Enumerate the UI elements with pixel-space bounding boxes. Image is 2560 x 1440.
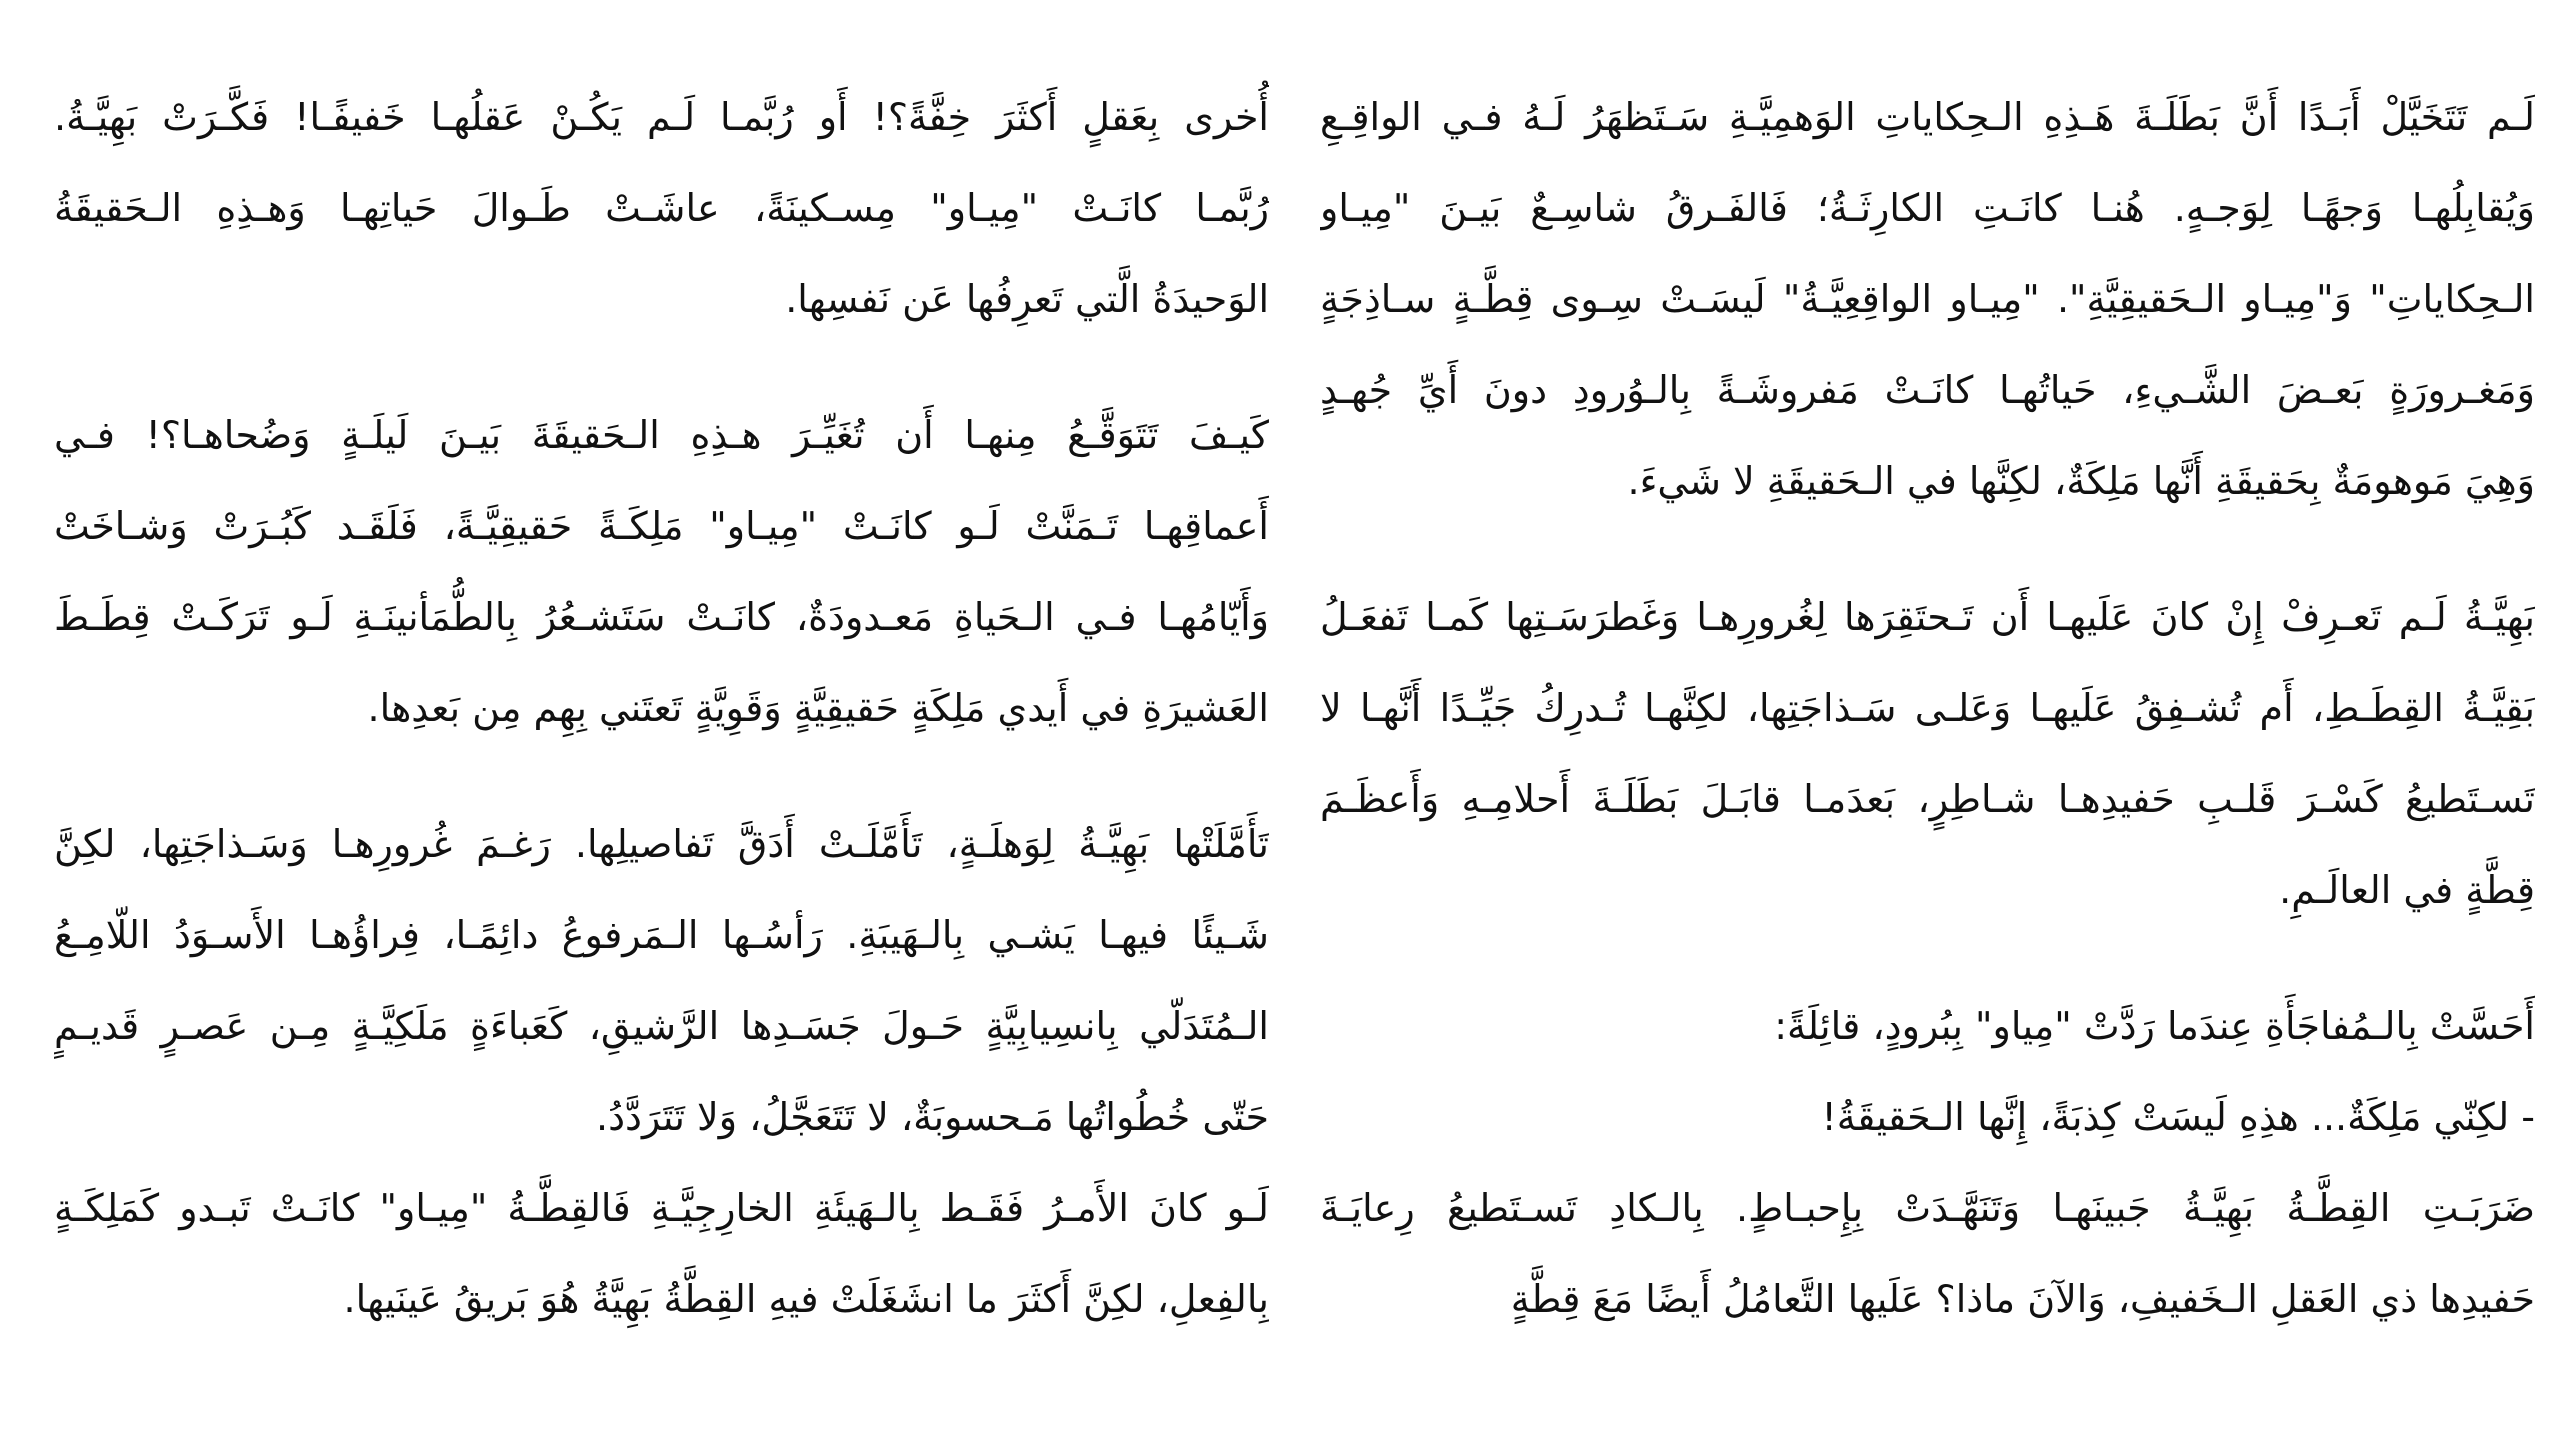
text-line: أَحَسَّتْ بِالـمُفاجَأَةِ عِندَما رَدَّتْ "مِياو" بِبُرودٍ، قائِلَةً: — [1774, 1004, 2535, 1048]
text-line: تَأَمَّلَتْها بَهِيَّـةُ لِوَهلَـةٍ، تَأَمَّلَـتْ أَدَقَّ تَفاصيلِها. رَغـمَ غُرورِهـا وَسَـذاجَتِها، لكِنَّ — [54, 822, 1269, 866]
paragraph-4 — [54, 1163, 1269, 1345]
text-line: بَقِيَّـةُ القِطَـطِ، أَم تُشـفِقُ عَلَيهـا وَعَلـى سَـذاجَتِها، لكِنَّهـا تُـدرِكُ جَيِّـدًا أَنَّهـا لا — [1320, 686, 2535, 730]
text-line: حَفيدِها ذي العَقلِ الـخَفيفِ، وَالآنَ ماذا؟ عَلَيها التَّعامُلُ أَيضًا مَعَ قِطَّةٍ — [1510, 1277, 2535, 1321]
paragraph-4 — [1320, 1163, 2535, 1345]
text-line: وَمَغـرورَةٍ بَعـضَ الشَّـيءِ، حَياتُهـا كانَـتْ مَفروشَـةً بِالـوُرودِ دونَ أَيِّ جُهـدٍ — [1320, 368, 2535, 412]
text-line: كَيـفَ تَتَوَقَّـعُ مِنهـا أَن تُغَيِّـرَ هـذِهِ الـحَقيقَةَ بَيـنَ لَيلَـةٍ وَضُحاهـا؟! فـي — [54, 413, 1269, 457]
text-line: الوَحيدَةُ الَّتي تَعرِفُها عَن نَفسِها. — [785, 277, 1269, 321]
text-line: الـحِكاياتِ" وَ"مِيـاو الـحَقيقِيَّةِ". "مِيـاو الواقِعِيَّـةُ" لَيسَـتْ سِـوى قِطَّـةٍ سـاذِجَةٍ — [1320, 277, 2535, 321]
paragraph-2 — [54, 390, 1269, 754]
paragraph-gap — [1320, 936, 2535, 981]
text-line: وَهِيَ مَوهومَةٌ بِحَقيقَةِ أَنَّها مَلِكَةٌ، لكِنَّها في الـحَقيقَةِ لا شَيءَ. — [1627, 459, 2535, 503]
paragraph-1 — [54, 72, 1269, 345]
text-line: لَـم تَتَخَيَّلْ أَبَـدًا أَنَّ بَطَلَـةَ هَـذِهِ الـحِكاياتِ الوَهمِيَّـةِ سَـتَظهَرُ لَـهُ فـي الواقِـعِ — [1320, 95, 2535, 139]
text-line: تَسـتَطيعُ كَسْـرَ قَلـبِ حَفيدِهـا شـاطِرٍ، بَعدَمـا قابَـلَ بَطَلَـةَ أَحلامِـهِ وَأَعظَـمَ — [1320, 777, 2535, 821]
dialogue-line: - لكِنّي مَلِكَةٌ... هذِهِ لَيسَتْ كِذبَةً، إِنَّها الـحَقيقَةُ! — [1821, 1095, 2535, 1139]
text-line: ضَرَبَـتِ القِطَّـةُ بَهِيَّـةُ جَبينَهـا وَتَنَهَّـدَتْ بِإِحبـاطٍ. بِالـكادِ تَسـتَطيعُ رِعايَـةَ — [1320, 1186, 2535, 1230]
paragraph-1 — [1320, 72, 2535, 527]
text-line: حَتّى خُطُواتُها مَـحسوبَةٌ، لا تَتَعَجَّلُ، وَلا تَتَرَدَّدُ. — [596, 1095, 1269, 1139]
text-line: شَـيئًا فيهـا يَشـي بِالـهَيبَةِ. رَأسُـها الـمَرفوعُ دائِمًـا، فِراؤُهـا الأَسـوَدُ اللّامِـعُ — [54, 913, 1269, 957]
text-line: العَشيرَةِ في أَيدي مَلِكَةٍ حَقيقِيَّةٍ وَقَوِيَّةٍ تَعتَني بِهِم مِن بَعدِها. — [367, 686, 1269, 730]
text-line: أَعماقِهـا تَـمَنَّتْ لَـو كانَـتْ "مِيـاو" مَلِكَـةً حَقيقِيَّـةً، فَلَقَـد كَبُـرَتْ وَشـاخَتْ — [54, 504, 1269, 548]
paragraph-gap — [1320, 527, 2535, 572]
text-line: وَأَيّامُهـا فـي الـحَياةِ مَعـدودَةٌ، كانَـتْ سَتَشـعُرُ بِالطُّمَأنينَـةِ لَـو تَرَكَـتْ قِطَـطَ — [54, 595, 1269, 639]
text-line: قِطَّةٍ في العالَـمِ. — [2279, 868, 2535, 912]
text-line: بَهِيَّـةُ لَـم تَعـرِفْ إِنْ كانَ عَلَيهـا أَن تَـحتَقِرَها لِغُرورِهـا وَغَطرَسَـتِها كَمـا تَفعَـلُ — [1320, 595, 2535, 639]
text-line: بِالفِعلِ، لكِنَّ أَكثَرَ ما انشَغَلَتْ فيهِ القِطَّةُ بَهِيَّةُ هُوَ بَريقُ عَينَيها. — [343, 1277, 1269, 1321]
text-line: لَـو كانَ الأَمـرُ فَقَـط بِالـهَيئَةِ الخارِجِيَّـةِ فَالقِطَّـةُ "مِيـاو" كانَـتْ تَبـدو كَمَلِكَـةٍ — [54, 1186, 1269, 1230]
text-line: رُبَّمـا كانَـتْ "مِيـاو" مِسـكينَةً، عاشَـتْ طَـوالَ حَياتِهـا وَهـذِهِ الـحَقيقَةُ — [54, 186, 1269, 230]
right-page — [1320, 72, 2535, 1345]
text-line: أُخرى بِعَقلٍ أَكثَرَ خِفَّةً؟! أَو رُبَّمـا لَـم يَكُـنْ عَقلُهـا خَفيفًـا! فَكَّـرَتْ بَهِيَّـةُ. — [54, 95, 1269, 139]
paragraph-2 — [1320, 572, 2535, 936]
text-line: وَيُقابِلُهـا وَجهًـا لِوَجـهٍ. هُنـا كانَـتِ الكارِثَـةُ؛ فَالفَـرقُ شاسِـعٌ بَيـنَ "مِيـاو — [1320, 186, 2535, 230]
paragraph-gap — [54, 345, 1269, 390]
left-page — [54, 72, 1269, 1345]
paragraph-gap — [54, 754, 1269, 799]
paragraph-3 — [1320, 981, 2535, 1163]
text-line: الـمُتَدَلّي بِانسِيابِيَّةٍ حَـولَ جَسَـدِها الرَّشيقِ، كَعَباءَةٍ مَلَكِيَّـةٍ مِـن عَصـرٍ قَديـمٍ — [54, 1004, 1269, 1048]
paragraph-3 — [54, 799, 1269, 1163]
